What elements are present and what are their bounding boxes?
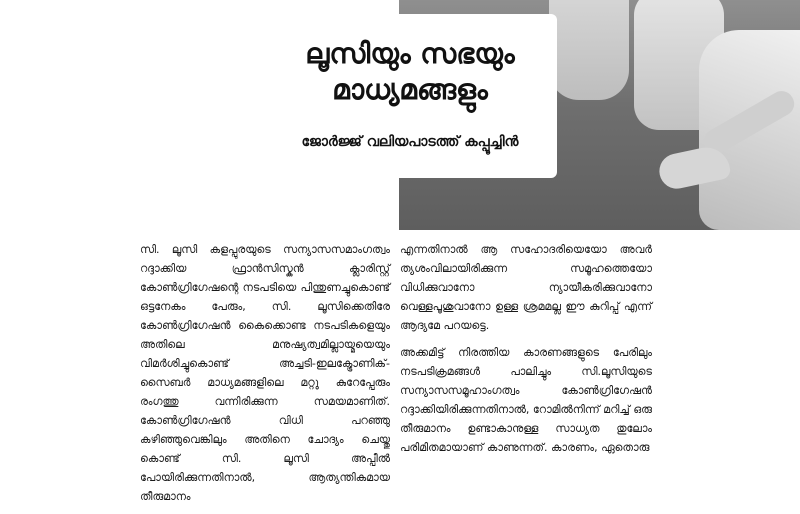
paragraph: സി. ലൂസി കളപ്പുരയുടെ സന്യാസസമാംഗത്വം റദ്ദാക്കിയ ഫ്രാൻസിസ്കൻ ക്ലാരിസ്റ്റ് കോൺഗ്രിഗേഷന്റെ നടപടിയെ പിന്തുണച്ചുകൊണ്ട് ഒട്ടനേകം പേരും, സി. ലൂസിക്കെതിരേ കോൺഗ്രിഗേഷൻ കൈക്കൊണ്ട നടപടികളെയും അതിലെ മനുഷ്യത്വമില്ലായ്മയെയും വിമർശിച്ചുകൊണ്ട് അച്ചടി-ഇലക്ട്രോണിക്-സൈബർ മാധ്യമങ്ങളിലെ മറ്റു കുറേപ്പേരും രംഗത്തു വന്നിരിക്കുന്ന സമയമാണിത്. കോൺഗ്രിഗേഷൻ വിധി പറഞ്ഞു കഴിഞ്ഞുവെങ്കിലും അതിനെ ചോദ്യം ചെയ്തു കൊണ്ട് സി. ലൂസി അപ്പീൽ പോയിരിക്കുന്നതിനാൽ, ആത്യന്തികമായ തീരുമാനം — [140, 243, 390, 503]
title-line-2: മാധ്യമങ്ങളും — [332, 73, 488, 106]
title-line-1: ലൂസിയും സഭയും — [305, 37, 515, 70]
article-title — [270, 36, 550, 108]
photo-figure — [549, 0, 629, 100]
body-column-left — [140, 240, 390, 514]
paragraph: എന്നതിനാൽ ആ സഹോദരിയെയോ അവർ ത്യശംവിലായിരിക്കുന്ന സമൂഹത്തെയോ വിധിക്കുവാനോ ന്യായീകരിക്കുവാനോ വെള്ളപൂശുവാനോ ഉള്ള ശ്രമമല്ല ഈ കുറിപ്പ് എന്ന് ആദ്യമേ പറയട്ടെ. — [400, 243, 652, 332]
article-author: ജോർജ്ജ് വലിയപാടത്ത് കപ്പൂച്ചിൻ — [301, 134, 519, 150]
paragraph: അക്കമിട്ട് നിരത്തിയ കാരണങ്ങളുടെ പേരിലും നടപടിക്രമങ്ങൾ പാലിച്ചും സി.ലൂസിയുടെ സന്യാസസമൂഹാംഗത്വം കോൺഗ്രിഗേഷൻ റദ്ദാക്കിയിരിക്കുന്നതിനാൽ, റോമിൽനിന്ന് മറിച്ച് ഒരു തീരുമാനം ഉണ്ടാകാനുള്ള സാധ്യത തുലോം പരിമിതമായാണ് കാണുന്നത്. കാരണം, ഏതൊരു — [400, 346, 652, 454]
body-column-right — [400, 240, 652, 465]
